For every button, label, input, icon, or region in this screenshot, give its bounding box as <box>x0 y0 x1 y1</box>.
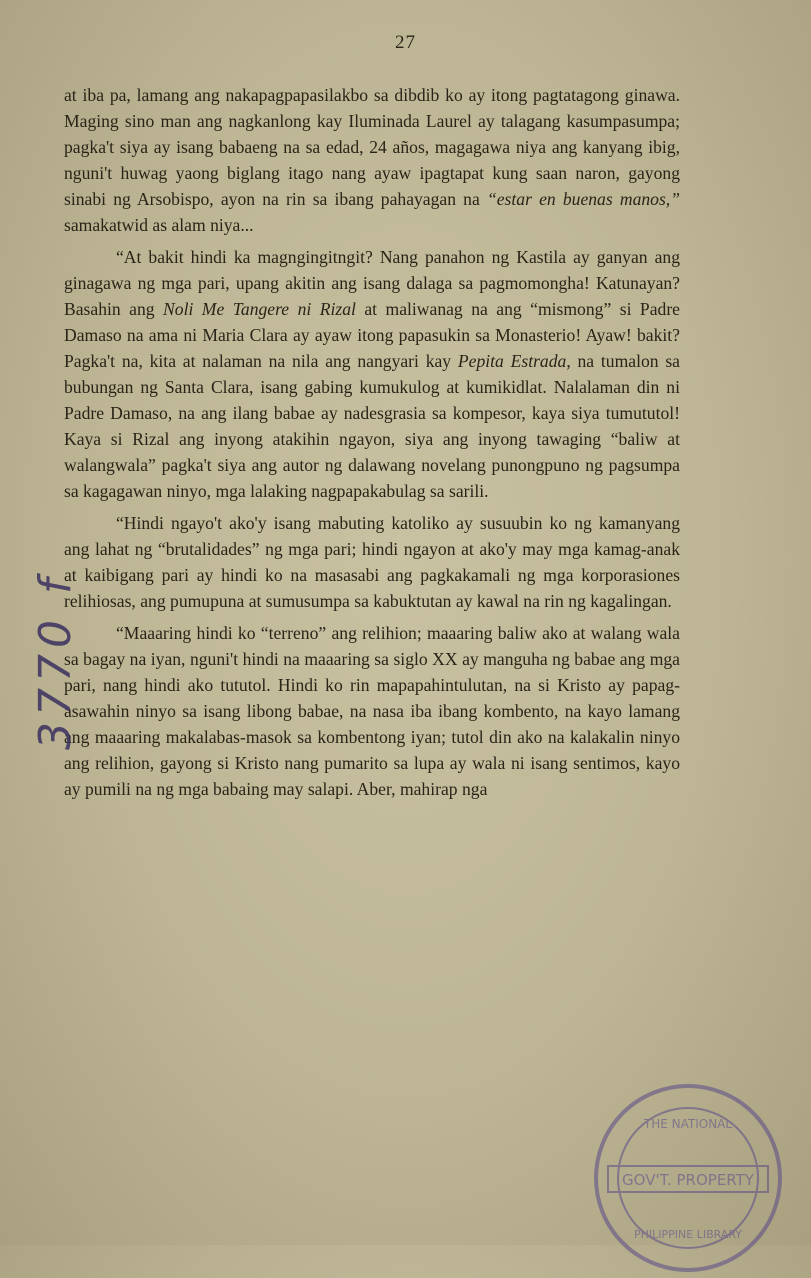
paragraph <box>64 244 680 504</box>
italic-text: Noli Me Tangere ni Rizal <box>163 299 356 319</box>
stamp-middle-text: GOV'T. PROPERTY <box>622 1171 754 1189</box>
body-text <box>64 82 680 802</box>
text-segment: “Maaaring hindi ko “terreno” ang relihion; maaaring baliw ako at walang wala sa bagay na iyan, nguni't hindi na maaaring sa siglo XX ay manguha ng babae ang mga pari, nang hindi ako tututol. Hindi ko rin mapapahintulutan, na si Kristo ay papag-asawahin ninyo sa isang libong babae, na nasa iba ibang kombento, na kayo lamang ang maaaring makalabas-masok sa kombentong iyan; tutol din ako na kalakalin ninyo ang relihion, gayong si Kristo nang pumarito sa lupa ay wala ni isang sentimos, kayo ay pumili na ng mga babaing may salapi. Aber, mahirap nga <box>64 623 680 799</box>
text-segment: at maliwanag na ang “mismong” si Padre Damaso na ama ni Maria Clara ay ayaw itong papasukin sa Monasterio! Ayaw! bakit? Pagka't na, kita at nalaman na nila ang nangyari kay <box>64 299 680 371</box>
paragraph <box>64 510 680 614</box>
text-segment: samakatwid as alam niya... <box>64 215 254 235</box>
text-segment: at iba pa, lamang ang nakapagpapasilakbo sa dibdib ko ay itong pagtatagong ginawa. Maging sino man ang nagkanlong kay Iluminada Laurel ay talagang kasumpasumpa; pagka't siya ay isang babaeng na sa edad, 24 años, magagawa niya ang kanyang ibig, nguni't huwag yaong biglang itago nang ayaw ipagtapat kung saan naron, gayong sinabi ng Arsobispo, ayon na rin sa ibang pahayagan na <box>64 85 680 209</box>
text-segment: “Hindi ngayo't ako'y isang mabuting katoliko ay susuubin ko ng kamanyang ang lahat ng “brutalidades” ng mga pari; hindi ngayon at ako'y may mga kamag-anak at kaibigang pari ay hindi ko na masasabi ang pagkakamali ng mga korporasiones relihiosas, ang pumupuna at sumusumpa sa kabuktutan ay kawal na rin ng kagalingan. <box>64 513 680 611</box>
italic-text: “estar en buenas manos,” <box>486 189 680 209</box>
page-number: 27 <box>395 32 416 53</box>
paragraph <box>64 82 680 238</box>
library-stamp <box>588 1078 788 1278</box>
text-segment: “At bakit hindi ka magngingitngit? Nang panahon ng Kastila ay ganyan ang ginagawa ng mga pari, upang akitin ang isang dalaga sa pagmomongha! Katunayan? Basahin ang <box>64 247 680 319</box>
italic-text: Pepita Estrada <box>457 351 567 371</box>
stamp-top-text: THE NATIONAL <box>643 1117 733 1131</box>
handwritten-margin-note: 3770 f <box>30 572 81 750</box>
stamp-bottom-text: PHILIPPINE LIBRARY <box>633 1228 743 1241</box>
paragraph <box>64 620 680 802</box>
text-segment: , na tumalon sa bubungan ng Santa Clara, isang gabing kumukulog at kumikidlat. Nalalaman din ni Padre Damaso, na ang ilang babae ay nadesgrasia sa kompesor, kaya siya tumututol! Kaya si Rizal ang inyong atakihin ngayon, siya ang inyong tawaging “baliw at walangwala” pagka't siya ang autor ng dalawang novelang punongpuno ng pagsumpa sa kagagawan ninyo, mga lalaking nagpapakabulag sa sarili. <box>64 351 680 501</box>
